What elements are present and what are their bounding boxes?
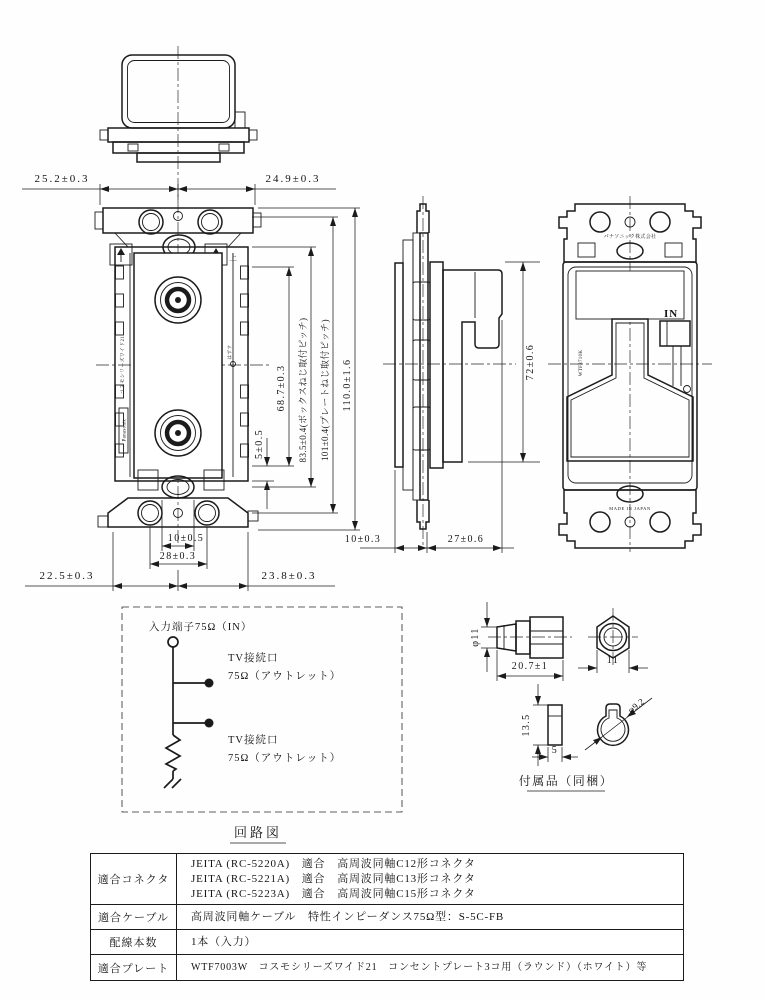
dim-5: 5±0.5 xyxy=(254,429,265,459)
outlet2-label: TV接続口 xyxy=(228,735,279,746)
up-arrow-icon xyxy=(117,248,125,262)
table-row-plate xyxy=(91,954,683,980)
up-label: 上 xyxy=(229,253,237,262)
cap-side-view xyxy=(521,684,578,766)
dim-83-5: 83.5±0.4(ボックスねじ取付ピッチ) xyxy=(298,317,308,463)
row-label: 適合プレート xyxy=(91,955,177,980)
remove-note: はずす xyxy=(227,344,232,360)
row-value-line: 高周波同軸ケーブル 特性インピーダンス75Ω型：S-5C-FB xyxy=(191,910,505,923)
dim-24-9: 24.9±0.3 xyxy=(265,173,321,185)
table-row-cable xyxy=(91,904,683,929)
brand-label-vertical: Panasonic xyxy=(122,418,128,442)
resistor-symbol xyxy=(166,735,180,771)
dim-10-03: 10±0.3 xyxy=(344,534,382,545)
front-body xyxy=(115,247,249,481)
spec-table xyxy=(90,853,684,981)
outlet2-impedance: 75Ω（アウトレット） xyxy=(228,753,342,764)
dim-13-5: 13.5 xyxy=(521,713,532,737)
dim-68-7: 68.7±0.3 xyxy=(276,364,287,412)
dim-25-2: 25.2±0.3 xyxy=(34,173,90,185)
row-value-line: JEITA (RC-5220A) 適合 高周波同軸C12形コネクタ xyxy=(191,857,476,870)
dim-side-height xyxy=(468,262,540,462)
top-view xyxy=(100,55,257,162)
outlet1-label: TV接続口 xyxy=(228,653,279,664)
row-value-line: WTF7003W コスモシリーズワイド21 コンセントプレート3コ用（ラウンド）（ホワイト）等 xyxy=(191,962,648,973)
circuit-caption: 回路図 xyxy=(233,825,283,840)
dim-phi-9-2: φ9.2 xyxy=(625,696,647,716)
model-label-vertical: WTF3710K xyxy=(579,349,584,377)
dim-110: 110.0±1.6 xyxy=(342,358,353,412)
accessories xyxy=(470,602,652,791)
dim-28: 28±0.3 xyxy=(159,551,197,562)
table-row-wire-count xyxy=(91,929,683,954)
outlet1-impedance: 75Ω（アウトレット） xyxy=(228,671,342,682)
row-label: 適合コネクタ xyxy=(91,854,177,904)
dim-27: 27±0.6 xyxy=(447,534,485,545)
row-label: 配線本数 xyxy=(91,930,177,954)
dim-top xyxy=(22,173,336,205)
row-value-line: JEITA (RC-5223A) 適合 高周波同軸C15形コネクタ xyxy=(191,887,476,900)
dim-phi-11: φ11 xyxy=(470,627,481,647)
plug-side-view xyxy=(470,602,572,681)
row-label: 適合ケーブル xyxy=(91,905,177,929)
nut-front-view xyxy=(578,608,648,673)
dim-23-8: 23.8±0.3 xyxy=(261,570,317,582)
dim-bottom xyxy=(25,500,335,591)
side-view xyxy=(345,196,540,553)
series-label-vertical: コスモシリーズワイド21 xyxy=(121,335,126,395)
circuit-diagram xyxy=(122,607,402,843)
dim-10-05: 10±0.5 xyxy=(167,533,205,544)
dim-22-5: 22.5±0.3 xyxy=(39,570,95,582)
in-label: IN xyxy=(664,308,679,320)
dim-right-stack xyxy=(252,208,360,530)
table-row-connector xyxy=(91,854,683,904)
ground-symbol xyxy=(164,779,181,788)
origin-label: MADE IN JAPAN xyxy=(609,506,651,511)
back-view xyxy=(548,196,712,552)
row-value-line: 1本（入力） xyxy=(191,935,257,948)
dim-nut-11: 11 xyxy=(606,655,620,666)
ring-front-view xyxy=(585,696,652,750)
row-value-line: JEITA (RC-5221A) 適合 高周波同軸C13形コネクタ xyxy=(191,872,476,885)
circuit-input-label: 入力端子75Ω（IN） xyxy=(149,622,253,633)
company-label: パナソニック株式会社 xyxy=(603,235,657,240)
dim-cap-5: 5 xyxy=(551,745,559,756)
dim-72: 72±0.6 xyxy=(525,343,536,381)
dim-20-7: 20.7±1 xyxy=(511,661,549,672)
accessories-caption: 付属品（同梱） xyxy=(518,774,614,788)
dim-101: 101±0.4(プレートねじ取付ピッチ) xyxy=(320,319,330,461)
